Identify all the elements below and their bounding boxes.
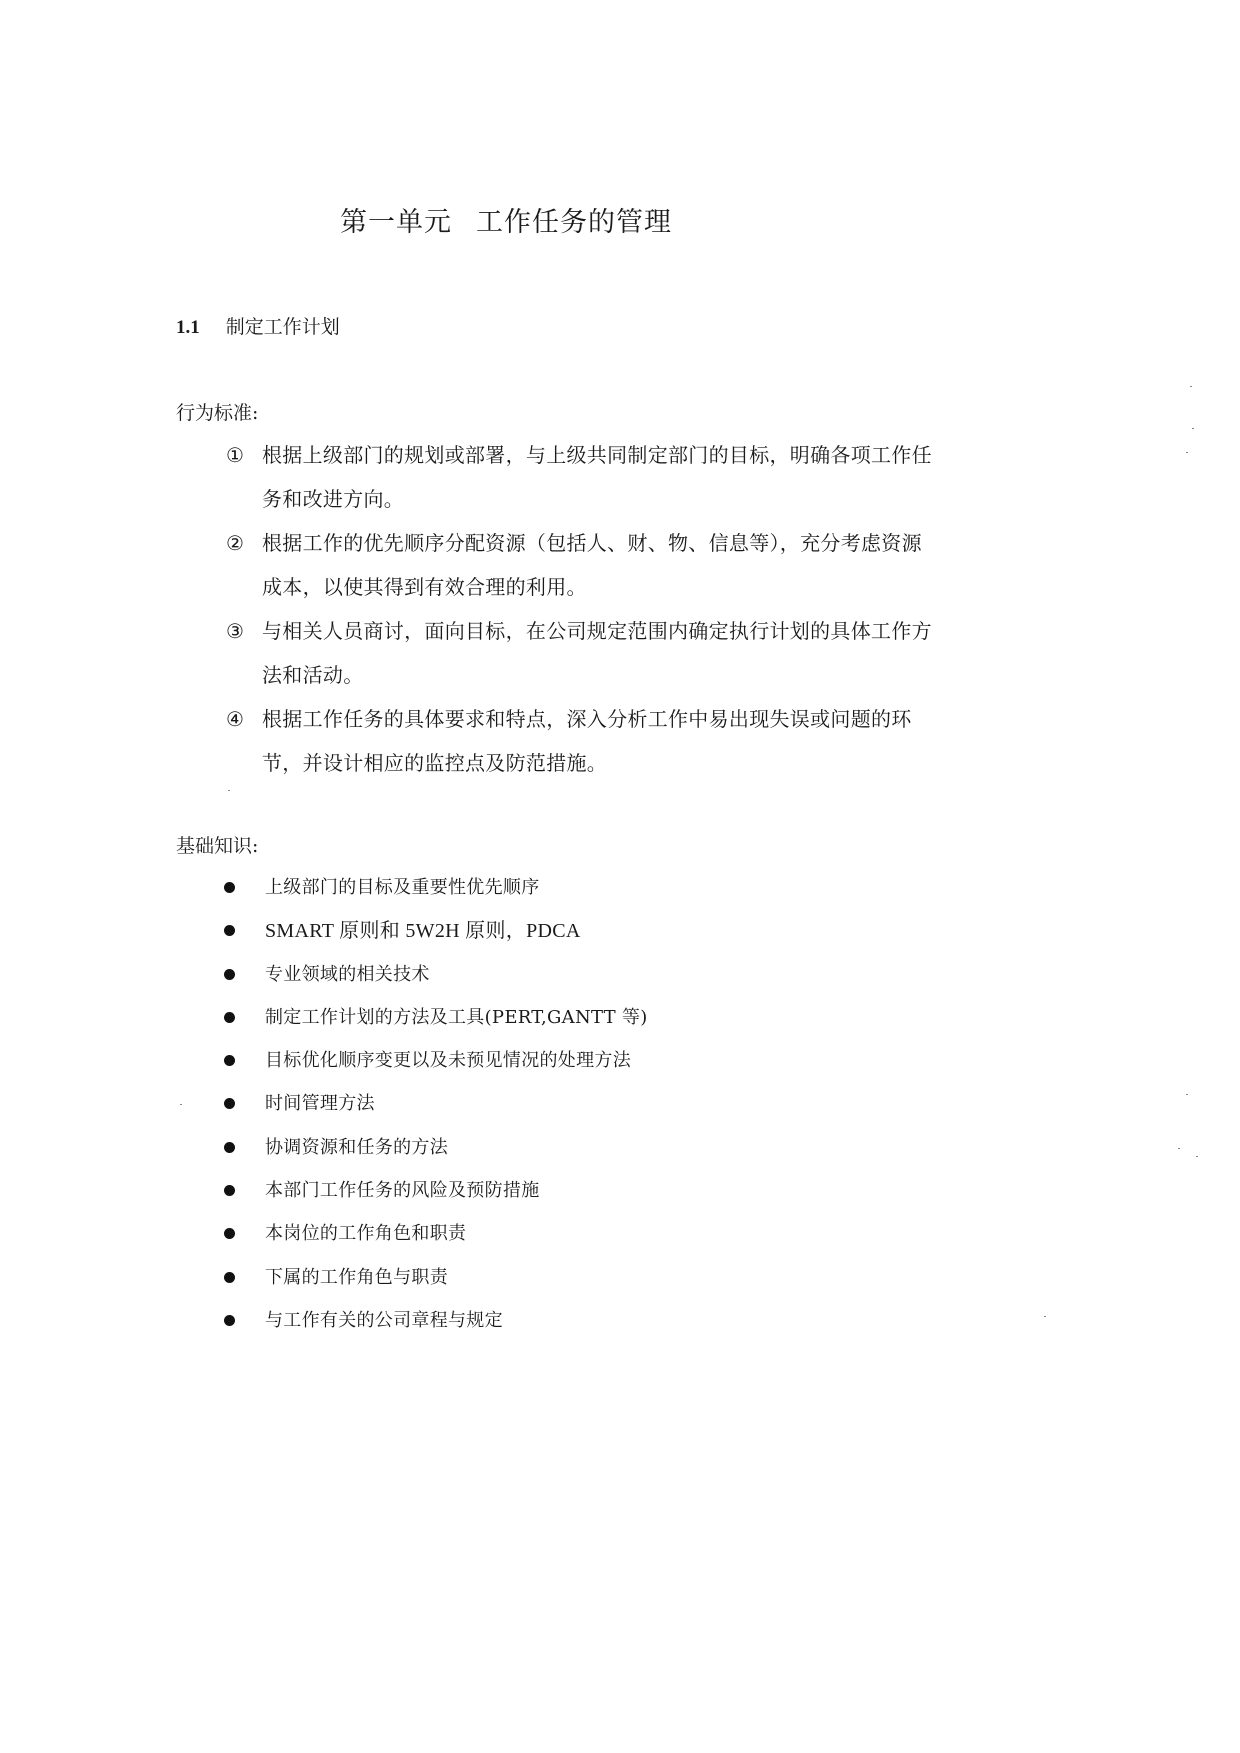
circled-number-marker: ① [226, 443, 245, 467]
behavior-standards-list [226, 440, 1066, 792]
scan-speck [180, 1104, 182, 1105]
basic-knowledge-list [224, 874, 924, 1350]
standard-text-line1: 根据工作任务的具体要求和特点，深入分析工作中易出现失误或问题的环 [262, 707, 912, 731]
bullet-dot-icon [224, 969, 235, 980]
basic-knowledge-heading: 基础知识: [176, 835, 259, 857]
standard-text-line2: 法和活动。 [262, 663, 364, 687]
scan-speck [1192, 428, 1194, 429]
standard-text-line1: 根据上级部门的规划或部署，与上级共同制定部门的目标，明确各项工作任 [262, 443, 932, 467]
bullet-dot-icon [224, 925, 235, 936]
unit-title [340, 200, 720, 239]
unit-title-text: 工作任务的管理 [476, 207, 672, 238]
behavior-standards-heading: 行为标准: [176, 402, 259, 424]
scan-speck [1196, 1156, 1198, 1157]
section-number: 1.1 [176, 317, 200, 338]
section-heading [176, 312, 340, 339]
bullet-dot-icon [224, 1272, 235, 1283]
standard-text-line2: 务和改进方向。 [262, 487, 405, 511]
standard-item [226, 704, 1066, 792]
knowledge-item: 本部门工作任务的风险及预防措施 [224, 1177, 924, 1220]
knowledge-item: 目标优化顺序变更以及未预见情况的处理方法 [224, 1047, 924, 1090]
circled-number-marker: ④ [226, 707, 245, 731]
standard-text-line1: 与相关人员商讨，面向目标，在公司规定范围内确定执行计划的具体工作方 [262, 619, 932, 643]
knowledge-item: SMART 原则和 5W2H 原则，PDCA [224, 917, 924, 960]
bullet-dot-icon [224, 1012, 235, 1023]
knowledge-item: 与工作有关的公司章程与规定 [224, 1307, 924, 1350]
scan-speck [1178, 1148, 1180, 1149]
standard-text-line2: 节，并设计相应的监控点及防范措施。 [262, 751, 608, 775]
circled-number-marker: ② [226, 531, 245, 555]
unit-title-number: 第一单元 [340, 207, 452, 238]
bullet-dot-icon [224, 1055, 235, 1066]
bullet-dot-icon [224, 1315, 235, 1326]
bullet-dot-icon [224, 1185, 235, 1196]
bullet-dot-icon [224, 1142, 235, 1153]
scan-speck [1044, 1316, 1046, 1317]
standard-item [226, 616, 1066, 704]
knowledge-item: 下属的工作角色与职责 [224, 1264, 924, 1307]
bullet-dot-icon [224, 1098, 235, 1109]
knowledge-item: 协调资源和任务的方法 [224, 1134, 924, 1177]
standard-text-line2: 成本，以使其得到有效合理的利用。 [262, 575, 587, 599]
scan-speck [228, 790, 230, 791]
section-title: 制定工作计划 [225, 316, 340, 338]
standard-text-line1: 根据工作的优先顺序分配资源（包括人、财、物、信息等），充分考虑资源 [262, 531, 922, 555]
bullet-dot-icon [224, 882, 235, 893]
standard-item [226, 528, 1066, 616]
scan-speck [1186, 452, 1188, 453]
standard-item [226, 440, 1066, 528]
knowledge-item: 专业领域的相关技术 [224, 961, 924, 1004]
knowledge-item: 制定工作计划的方法及工具(PERT,GANTT 等) [224, 1004, 924, 1047]
knowledge-item: 上级部门的目标及重要性优先顺序 [224, 874, 924, 917]
knowledge-item: 本岗位的工作角色和职责 [224, 1220, 924, 1263]
knowledge-item: 时间管理方法 [224, 1090, 924, 1133]
circled-number-marker: ③ [226, 619, 245, 643]
bullet-dot-icon [224, 1228, 235, 1239]
scan-speck [1186, 1094, 1188, 1095]
scan-speck [1190, 386, 1192, 387]
